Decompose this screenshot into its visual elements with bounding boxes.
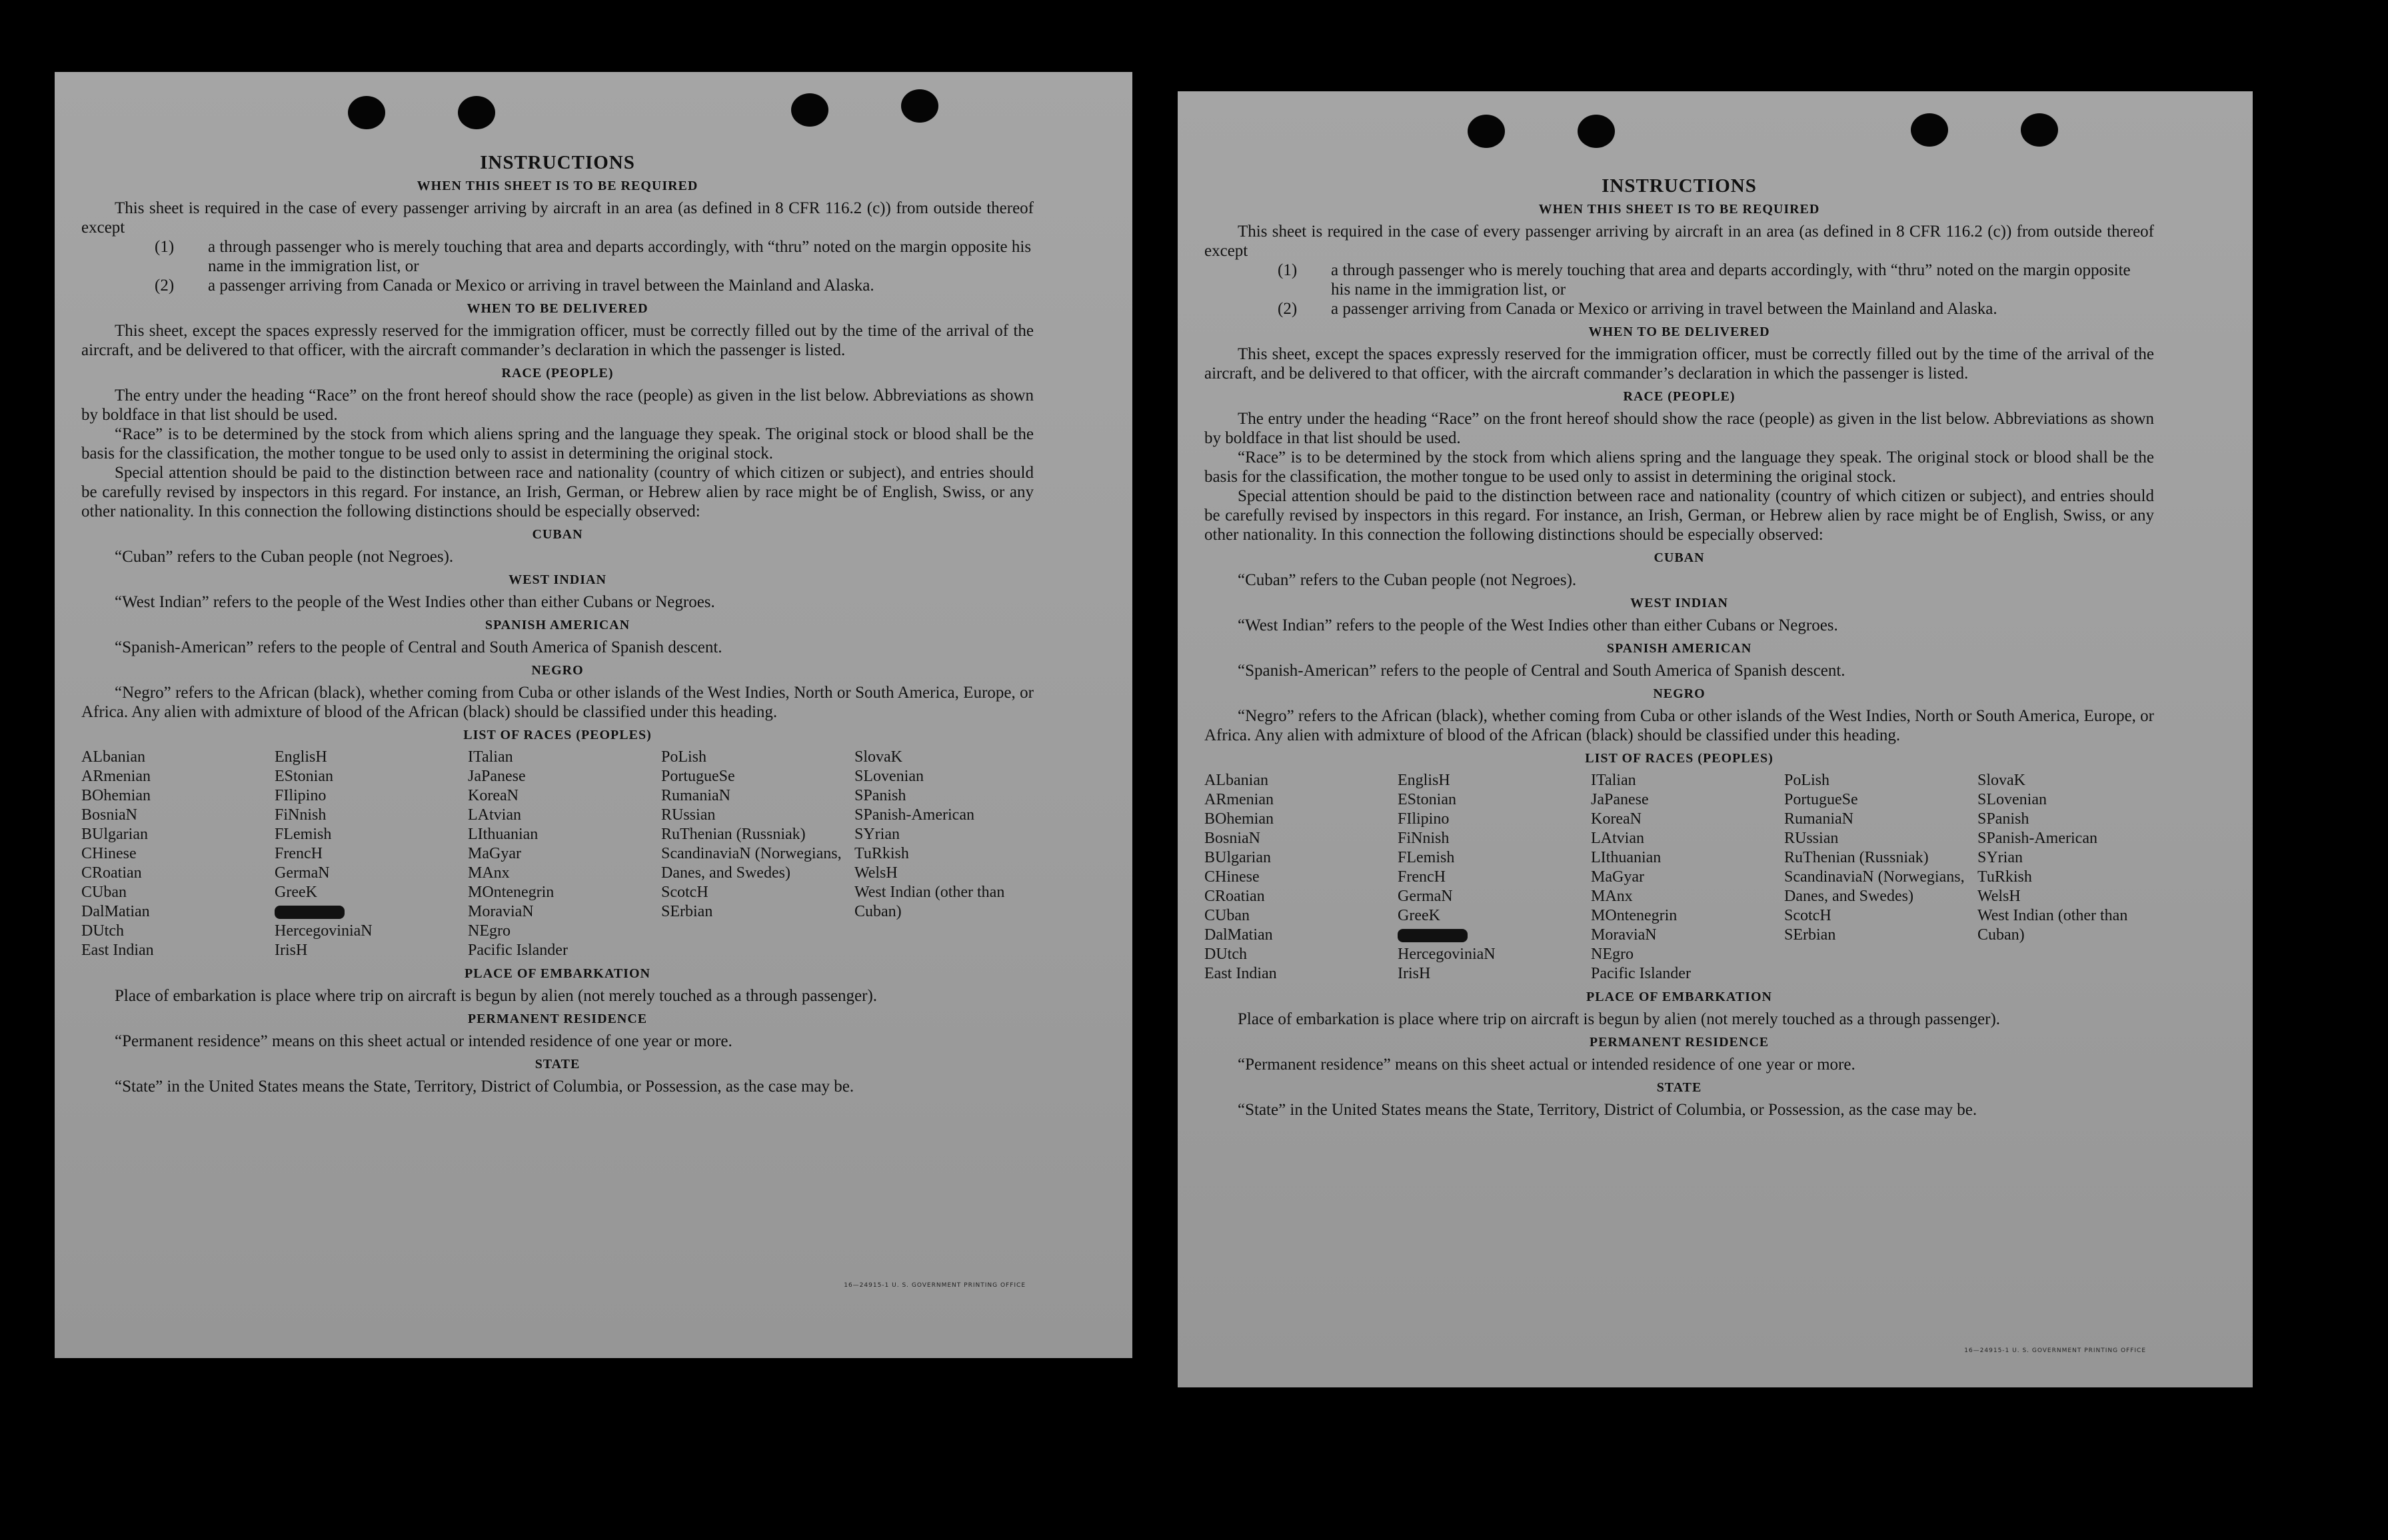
race-entry: TuRkish — [854, 845, 909, 862]
race-entry: CUban — [81, 884, 127, 901]
race-entry: GreeK — [275, 884, 317, 901]
race-entry: FiNnish — [1398, 830, 1450, 847]
race-entry: WelsH — [854, 864, 898, 882]
race-entry: SPanish — [854, 787, 906, 804]
delivered-text: This sheet, except the spaces expressly reserved for the immigration officer, must be correctly filled out by the time of the arrival of the aircraft, and be delivered to that officer, with the aircraft commander’s declaration in which the passenger is listed. — [81, 322, 1034, 359]
race-entry: RumaniaN — [1784, 810, 1853, 828]
west-indian-text: “West Indian” refers to the people of the West Indies other than either Cubans or Negroes. — [1238, 616, 1838, 634]
race-entry: CRoatian — [1204, 888, 1265, 905]
races-column-2 — [275, 748, 468, 960]
heading-required: WHEN THIS SHEET IS TO BE REQUIRED — [417, 179, 698, 193]
race-entry: East Indian — [1204, 965, 1277, 982]
race-entry: MAnx — [468, 864, 510, 882]
race-entry: BUlgarian — [1204, 849, 1271, 866]
races-column-2 — [1398, 771, 1591, 984]
race-entry: MoraviaN — [468, 903, 534, 920]
delivered-text: This sheet, except the spaces expressly reserved for the immigration officer, must be correctly filled out by the time of the arrival of the aircraft, and be delivered to that officer, with the aircraft commander’s declaration in which the passenger is listed. — [1204, 345, 2154, 383]
cuban-text: “Cuban” refers to the Cuban people (not Negroes). — [1238, 571, 1577, 589]
exception-item-1: (1) a through passenger who is merely touching that area and departs accordingly, with “thru” noted on the margin opposite his name in the immigration list, or — [155, 238, 1032, 275]
race-entry: FLemish — [1398, 849, 1455, 866]
punch-hole — [1578, 115, 1615, 148]
required-intro: This sheet is required in the case of every passenger arriving by aircraft in an area (as defined in 8 CFR 116.2 (c)) from outside thereof except — [1204, 223, 2154, 260]
race-entry: ScotcH — [661, 884, 708, 901]
race-entry: LAtvian — [1591, 830, 1644, 847]
race-entry: EStonian — [275, 768, 333, 785]
race-entry: CRoatian — [81, 864, 142, 882]
state-text: “State” in the United States means the State, Territory, District of Columbia, or Possession, as the case may be. — [115, 1078, 854, 1096]
punch-hole — [901, 89, 938, 123]
race-entry: SYrian — [854, 826, 900, 843]
race-entry: FLemish — [275, 826, 332, 843]
exception-item-2: (2) a passenger arriving from Canada or Mexico or arriving in travel between the Mainland and Alaska. — [155, 277, 874, 295]
negro-text: “Negro” refers to the African (black), whether coming from Cuba or other islands of the West Indies, North or South America, Europe, or Africa. Any alien with admixture of blood of the African (black) should be classified under this heading. — [81, 684, 1034, 721]
race-entry: PortugueSe — [661, 768, 735, 785]
instructions-content — [1204, 177, 2154, 1120]
heading-race: RACE (PEOPLE) — [501, 366, 614, 381]
heading-state: STATE — [535, 1057, 581, 1072]
state-text: “State” in the United States means the State, Territory, District of Columbia, or Possession, as the case may be. — [1238, 1101, 1977, 1119]
heading-state: STATE — [1656, 1080, 1702, 1095]
cuban-text: “Cuban” refers to the Cuban people (not Negroes). — [115, 548, 454, 566]
race-paragraph-1: The entry under the heading “Race” on the front hereof should show the race (people) as given in the list below. Abbreviations as shown by boldface in that list should be used. — [81, 386, 1034, 424]
race-entry: SlovaK — [854, 748, 902, 766]
race-entry: ScotcH — [1784, 907, 1831, 924]
printing-office-code: 16—24915-1 U. S. GOVERNMENT PRINTING OFFICE — [1964, 1347, 2146, 1354]
race-entry: FIlipino — [1398, 810, 1450, 828]
races-column-4 — [661, 748, 854, 960]
race-entry: LAtvian — [468, 806, 521, 824]
heading-residence: PERMANENT RESIDENCE — [1589, 1035, 1770, 1050]
race-entry: ITalian — [1591, 772, 1636, 789]
race-entry: NEgro — [1591, 946, 1634, 963]
heading-cuban: CUBAN — [532, 527, 583, 542]
heading-spanish-american: SPANISH AMERICAN — [485, 618, 630, 632]
race-entry: DUtch — [81, 922, 124, 940]
races-list — [81, 748, 1034, 960]
race-entry: PoLish — [1784, 772, 1830, 789]
race-entry: MaGyar — [1591, 868, 1644, 886]
exception-item-1: (1) a through passenger who is merely touching that area and departs accordingly, with “thru” noted on the margin opposite his name in the immigration list, or — [1278, 261, 2131, 299]
punch-hole — [1911, 113, 1948, 147]
race-entry: BosniaN — [81, 806, 137, 824]
punch-hole — [348, 96, 385, 129]
race-entry: RuThenian (Russniak) — [661, 826, 806, 843]
races-column-5 — [854, 748, 1028, 960]
residence-text: “Permanent residence” means on this sheet actual or intended residence of one year or more. — [115, 1032, 732, 1050]
race-entry: RUssian — [1784, 830, 1839, 847]
west-indian-text: “West Indian” refers to the people of the West Indies other than either Cubans or Negroes. — [115, 593, 715, 611]
race-entry: HercegoviniaN — [275, 922, 373, 940]
race-entry: RumaniaN — [661, 787, 730, 804]
race-entry: IrisH — [1398, 965, 1431, 982]
race-entry: GreeK — [1398, 907, 1440, 924]
race-paragraph-1: The entry under the heading “Race” on the front hereof should show the race (people) as given in the list below. Abbreviations as shown by boldface in that list should be used. — [1204, 410, 2154, 447]
race-entry: FrencH — [1398, 868, 1446, 886]
race-entry: SErbian — [661, 903, 713, 920]
race-entry: FIlipino — [275, 787, 327, 804]
negro-text: “Negro” refers to the African (black), whether coming from Cuba or other islands of the West Indies, North or South America, Europe, or Africa. Any alien with admixture of blood of the African (black) should be classified under this heading. — [1204, 707, 2154, 744]
race-entry: BUlgarian — [81, 826, 148, 843]
race-entry: SPanish-American — [854, 806, 974, 824]
race-entry: KoreaN — [1591, 810, 1642, 828]
heading-embarkation: PLACE OF EMBARKATION — [465, 966, 650, 981]
race-entry: WelsH — [1977, 888, 2021, 905]
race-entry: PoLish — [661, 748, 707, 766]
race-entry: ALbanian — [81, 748, 145, 766]
race-entry: SLovenian — [854, 768, 924, 785]
heading-negro: NEGRO — [1653, 686, 1706, 701]
race-entry: EnglisH — [275, 748, 327, 766]
race-entry: MoraviaN — [1591, 926, 1657, 944]
race-entry: RUssian — [661, 806, 716, 824]
heading-cuban: CUBAN — [1654, 550, 1705, 565]
punch-hole — [1468, 115, 1505, 148]
race-entry: West Indian (other than Cuban) — [1977, 907, 2128, 944]
race-entry: CUban — [1204, 907, 1250, 924]
race-entry: ScandinaviaN (Norwegians, Danes, and Swedes) — [1784, 868, 1965, 905]
race-entry: ALbanian — [1204, 772, 1268, 789]
heading-residence: PERMANENT RESIDENCE — [467, 1012, 648, 1026]
heading-embarkation: PLACE OF EMBARKATION — [1586, 990, 1772, 1004]
race-entry: BOhemian — [81, 787, 151, 804]
exception-item-2: (2) a passenger arriving from Canada or Mexico or arriving in travel between the Mainland and Alaska. — [1278, 300, 1997, 318]
heading-list-of-races: LIST OF RACES (PEOPLES) — [463, 728, 652, 742]
race-entry: MOntenegrin — [1591, 907, 1678, 924]
punch-hole — [458, 96, 495, 129]
races-column-3 — [1591, 771, 1784, 984]
race-entry: TuRkish — [1977, 868, 2032, 886]
race-entry: EStonian — [1398, 791, 1456, 808]
races-list — [1204, 771, 2154, 984]
punch-hole — [2021, 113, 2058, 147]
heading-west-indian: WEST INDIAN — [1630, 596, 1728, 610]
heading-required: WHEN THIS SHEET IS TO BE REQUIRED — [1538, 202, 1820, 217]
races-column-1 — [81, 748, 275, 960]
document-sheet-left — [55, 72, 1132, 1358]
race-entry: FrencH — [275, 845, 323, 862]
heading-list-of-races: LIST OF RACES (PEOPLES) — [1585, 751, 1774, 766]
race-entry: KoreaN — [468, 787, 519, 804]
document-sheet-right — [1178, 91, 2253, 1387]
race-entry: Pacific Islander — [1591, 965, 1691, 982]
embarkation-text: Place of embarkation is place where trip on aircraft is begun by alien (not merely touched as a through passenger). — [115, 987, 878, 1005]
race-entry: LIthuanian — [468, 826, 539, 843]
race-entry: SYrian — [1977, 849, 2023, 866]
spanish-american-text: “Spanish-American” refers to the people of Central and South America of Spanish descent. — [115, 638, 722, 656]
race-entry: MAnx — [1591, 888, 1633, 905]
race-entry: ITalian — [468, 748, 513, 766]
required-intro: This sheet is required in the case of every passenger arriving by aircraft in an area (as defined in 8 CFR 116.2 (c)) from outside thereof except — [81, 199, 1034, 237]
race-entry: LIthuanian — [1591, 849, 1662, 866]
race-entry: MaGyar — [468, 845, 521, 862]
race-entry: SLovenian — [1977, 791, 2047, 808]
spanish-american-text: “Spanish-American” refers to the people of Central and South America of Spanish descent. — [1238, 662, 1845, 680]
race-entry: NEgro — [468, 922, 511, 940]
redacted-entry — [275, 902, 468, 922]
race-entry: DalMatian — [1204, 926, 1273, 944]
race-entry: DalMatian — [81, 903, 150, 920]
race-entry: HercegoviniaN — [1398, 946, 1496, 963]
race-entry: SPanish-American — [1977, 830, 2097, 847]
race-entry: SErbian — [1784, 926, 1836, 944]
race-paragraph-2: “Race” is to be determined by the stock from which aliens spring and the language they speak. The original stock or blood shall be the basis for the classification, the mother tongue to be used only to assist in determining the original stock. — [1204, 448, 2154, 486]
race-entry: MOntenegrin — [468, 884, 555, 901]
race-entry: JaPanese — [468, 768, 526, 785]
race-entry: ARmenian — [81, 768, 151, 785]
redaction-mark — [1398, 929, 1468, 942]
race-entry: ScandinaviaN (Norwegians, Danes, and Swedes) — [661, 845, 842, 882]
race-entry: ARmenian — [1204, 791, 1274, 808]
races-column-4 — [1784, 771, 1977, 984]
race-entry: GermaN — [1398, 888, 1453, 905]
race-entry: RuThenian (Russniak) — [1784, 849, 1929, 866]
race-entry: DUtch — [1204, 946, 1247, 963]
race-entry: SPanish — [1977, 810, 2029, 828]
race-entry: Pacific Islander — [468, 942, 568, 959]
heading-negro: NEGRO — [531, 663, 584, 678]
races-column-1 — [1204, 771, 1398, 984]
heading-race: RACE (PEOPLE) — [1623, 389, 1736, 404]
races-column-3 — [468, 748, 661, 960]
document-title: INSTRUCTIONS — [480, 152, 635, 173]
race-entry: West Indian (other than Cuban) — [854, 884, 1005, 920]
race-paragraph-2: “Race” is to be determined by the stock from which aliens spring and the language they speak. The original stock or blood shall be the basis for the classification, the mother tongue to be used only to assist in determining the original stock. — [81, 425, 1034, 462]
redacted-entry — [1398, 926, 1591, 945]
race-entry: CHinese — [1204, 868, 1260, 886]
race-entry: BOhemian — [1204, 810, 1274, 828]
punch-hole — [791, 93, 828, 127]
race-entry: EnglisH — [1398, 772, 1450, 789]
redaction-mark — [275, 906, 345, 919]
instructions-content — [81, 153, 1034, 1096]
race-entry: PortugueSe — [1784, 791, 1858, 808]
race-entry: CHinese — [81, 845, 137, 862]
race-paragraph-3: Special attention should be paid to the distinction between race and nationality (country of which citizen or subject), and entries should be carefully revised by inspectors in this regard. For instance, an Irish, German, or Hebrew alien by race might be of English, Swiss, or any other nationality. In this connection the following distinctions should be especially observed: — [81, 464, 1034, 520]
residence-text: “Permanent residence” means on this sheet actual or intended residence of one year or more. — [1238, 1056, 1855, 1074]
heading-delivered: WHEN TO BE DELIVERED — [467, 301, 648, 316]
races-column-5 — [1977, 771, 2151, 984]
race-entry: IrisH — [275, 942, 308, 959]
printing-office-code: 16—24915-1 U. S. GOVERNMENT PRINTING OFFICE — [844, 1282, 1026, 1289]
race-paragraph-3: Special attention should be paid to the distinction between race and nationality (country of which citizen or subject), and entries should be carefully revised by inspectors in this regard. For instance, an Irish, German, or Hebrew alien by race might be of English, Swiss, or any other nationality. In this connection the following distinctions should be especially observed: — [1204, 487, 2154, 544]
document-title: INSTRUCTIONS — [1602, 175, 1757, 197]
race-entry: East Indian — [81, 942, 154, 959]
race-entry: GermaN — [275, 864, 330, 882]
race-entry: BosniaN — [1204, 830, 1260, 847]
heading-delivered: WHEN TO BE DELIVERED — [1588, 325, 1770, 339]
heading-west-indian: WEST INDIAN — [509, 572, 606, 587]
embarkation-text: Place of embarkation is place where trip on aircraft is begun by alien (not merely touched as a through passenger). — [1238, 1010, 2001, 1028]
heading-spanish-american: SPANISH AMERICAN — [1606, 641, 1752, 656]
race-entry: FiNnish — [275, 806, 327, 824]
race-entry: SlovaK — [1977, 772, 2025, 789]
race-entry: JaPanese — [1591, 791, 1649, 808]
